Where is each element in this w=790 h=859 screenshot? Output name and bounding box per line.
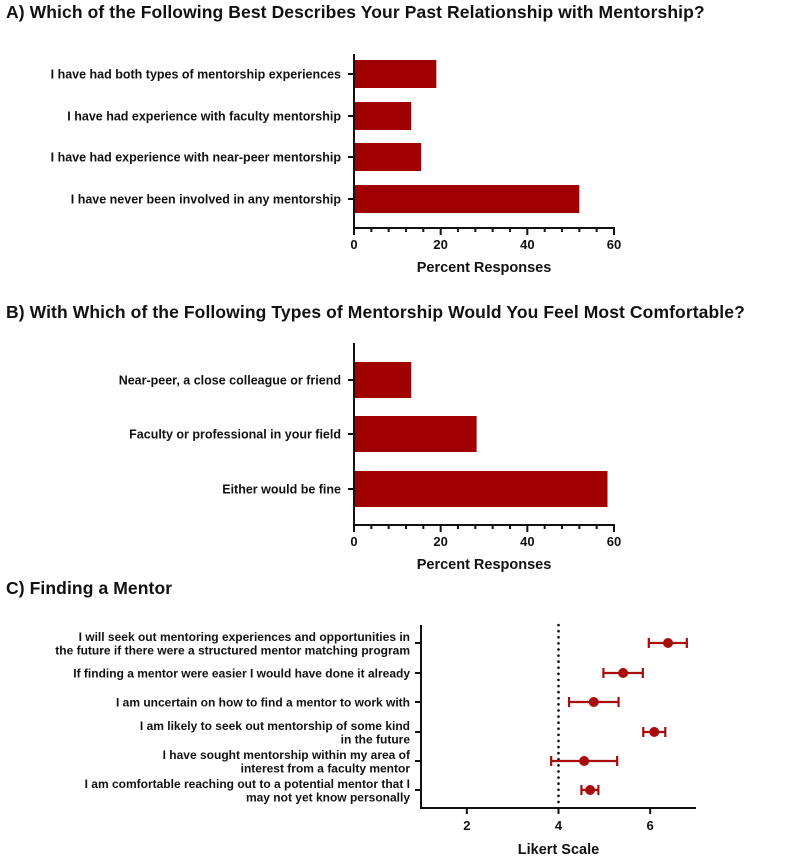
x-tick-label: 40 — [520, 534, 535, 549]
category-label: If finding a mentor were easier I would have done it already — [73, 666, 410, 681]
category-label: I will seek out mentoring experiences and opportunities in — [78, 630, 410, 644]
x-tick-label: 0 — [350, 534, 358, 549]
x-tick-label: 60 — [606, 237, 622, 252]
x-tick-label: 40 — [520, 237, 535, 252]
category-label: I have had experience with near-peer mentorship — [50, 150, 341, 165]
category-label: I am comfortable reaching out to a potential mentor that I — [84, 777, 410, 791]
x-axis-label: Likert Scale — [517, 842, 600, 858]
x-axis-label: Percent Responses — [416, 557, 552, 573]
x-tick-label: 20 — [433, 534, 448, 549]
category-label: I am likely to seek out mentorship of some kind — [139, 719, 410, 733]
category-label: I have never been involved in any mentorship — [70, 192, 341, 207]
category-label: Either would be fine — [222, 482, 341, 497]
panel-c-title: C) Finding a Mentor — [6, 578, 173, 598]
panel-b-title: B) With Which of the Following Types of Mentorship Would You Feel Most Comfortable? — [6, 302, 745, 322]
mean-point — [585, 785, 595, 795]
mean-point — [618, 668, 628, 678]
category-label: I am uncertain on how to find a mentor to work with — [115, 695, 410, 710]
mean-point — [649, 727, 659, 737]
category-label: I have sought mentorship within my area of — [162, 748, 410, 762]
x-tick-label: 2 — [463, 818, 471, 833]
category-label: in the future — [340, 732, 410, 747]
x-tick-label: 0 — [350, 237, 358, 252]
category-label: I have had both types of mentorship experiences — [50, 67, 341, 82]
x-axis-label: Percent Responses — [416, 260, 552, 276]
category-label: Faculty or professional in your field — [129, 427, 341, 442]
category-label: Near-peer, a close colleague or friend — [118, 373, 341, 388]
x-tick-label: 4 — [554, 818, 563, 833]
mean-point — [579, 756, 589, 766]
category-label: may not yet know personally — [245, 790, 410, 805]
x-tick-label: 6 — [646, 818, 654, 833]
category-label: interest from a faculty mentor — [240, 761, 410, 776]
panel-a-title: A) Which of the Following Best Describes Your Past Relationship with Mentorship? — [6, 2, 705, 22]
x-tick-label: 60 — [606, 534, 622, 549]
x-tick-label: 20 — [433, 237, 448, 252]
mean-point — [589, 697, 599, 707]
mean-point — [663, 638, 673, 648]
category-label: the future if there were a structured mentor matching program — [55, 643, 410, 658]
category-label: I have had experience with faculty mentorship — [67, 109, 341, 124]
